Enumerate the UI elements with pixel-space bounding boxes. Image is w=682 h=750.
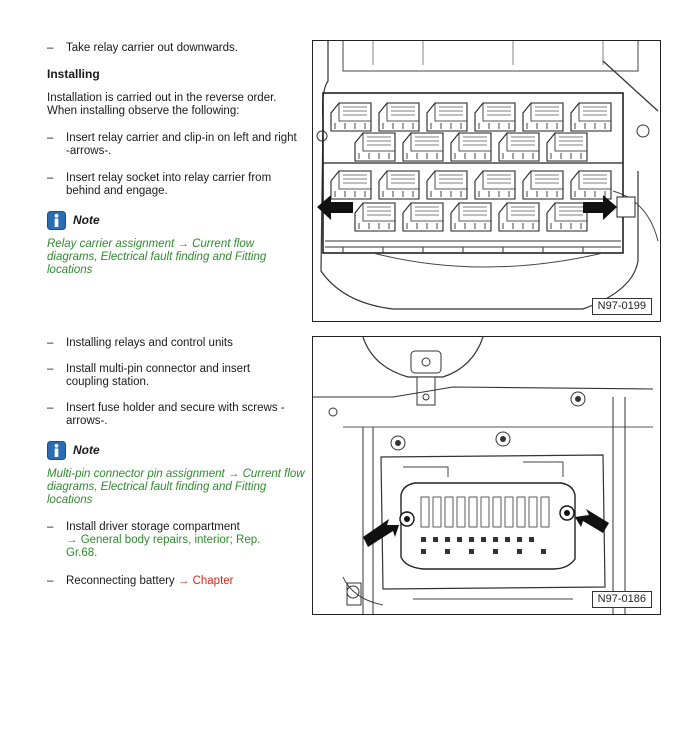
storage-link[interactable]: → General body repairs, interior; Rep. Gr.68. — [66, 534, 261, 559]
installing-intro: Installation is carried out in the reverse order. When installing observe the following: — [47, 92, 277, 117]
figure-label: N97-0199 — [592, 298, 652, 315]
note-header — [47, 211, 100, 230]
dash: – — [47, 575, 54, 587]
note-pin-assignment[interactable]: Multi-pin connector pin assignment → Current flow diagrams, Electrical fault finding and Fitting locations — [47, 468, 305, 506]
step-insert-socket: Insert relay socket into relay carrier from behind and engage. — [66, 172, 272, 197]
step-insert-carrier: Insert relay carrier and clip-in on left and right -arrows-. — [66, 132, 297, 157]
installing-heading: Installing — [47, 67, 100, 81]
step-install-storage — [66, 521, 286, 560]
step-install-relays: Installing relays and control units — [66, 337, 233, 349]
fuse-holder-illustration — [313, 337, 660, 614]
note-header — [47, 441, 100, 460]
note-title: Note — [73, 443, 100, 457]
dash: – — [47, 42, 54, 54]
relay-carrier-illustration — [313, 41, 660, 321]
step-storage-text: Install driver storage compartment — [66, 521, 240, 533]
step-take-out: Take relay carrier out downwards. — [66, 42, 238, 54]
dash: – — [47, 521, 54, 533]
info-icon — [47, 441, 66, 460]
battery-text: Reconnecting battery — [66, 575, 175, 587]
dash: – — [47, 132, 54, 144]
figure-label: N97-0186 — [592, 591, 652, 608]
step-install-connector: Install multi-pin connector and insert coupling station. — [66, 363, 251, 388]
info-icon — [47, 211, 66, 230]
note-title: Note — [73, 213, 100, 227]
note-relay-assignment[interactable]: Relay carrier assignment → Current flow diagrams, Electrical fault finding and Fitting locations — [47, 238, 267, 276]
dash: – — [47, 402, 54, 414]
chapter-link[interactable]: → Chapter — [177, 575, 234, 587]
dash: – — [47, 172, 54, 184]
step-reconnect-battery — [66, 575, 306, 588]
dash: – — [47, 363, 54, 375]
step-insert-fuse-holder: Insert fuse holder and secure with screws -arrows-. — [66, 402, 285, 427]
figure-fuse-holder — [312, 336, 661, 615]
left-arrow-icon — [363, 519, 399, 547]
figure-relay-carrier — [312, 40, 661, 322]
dash: – — [47, 337, 54, 349]
